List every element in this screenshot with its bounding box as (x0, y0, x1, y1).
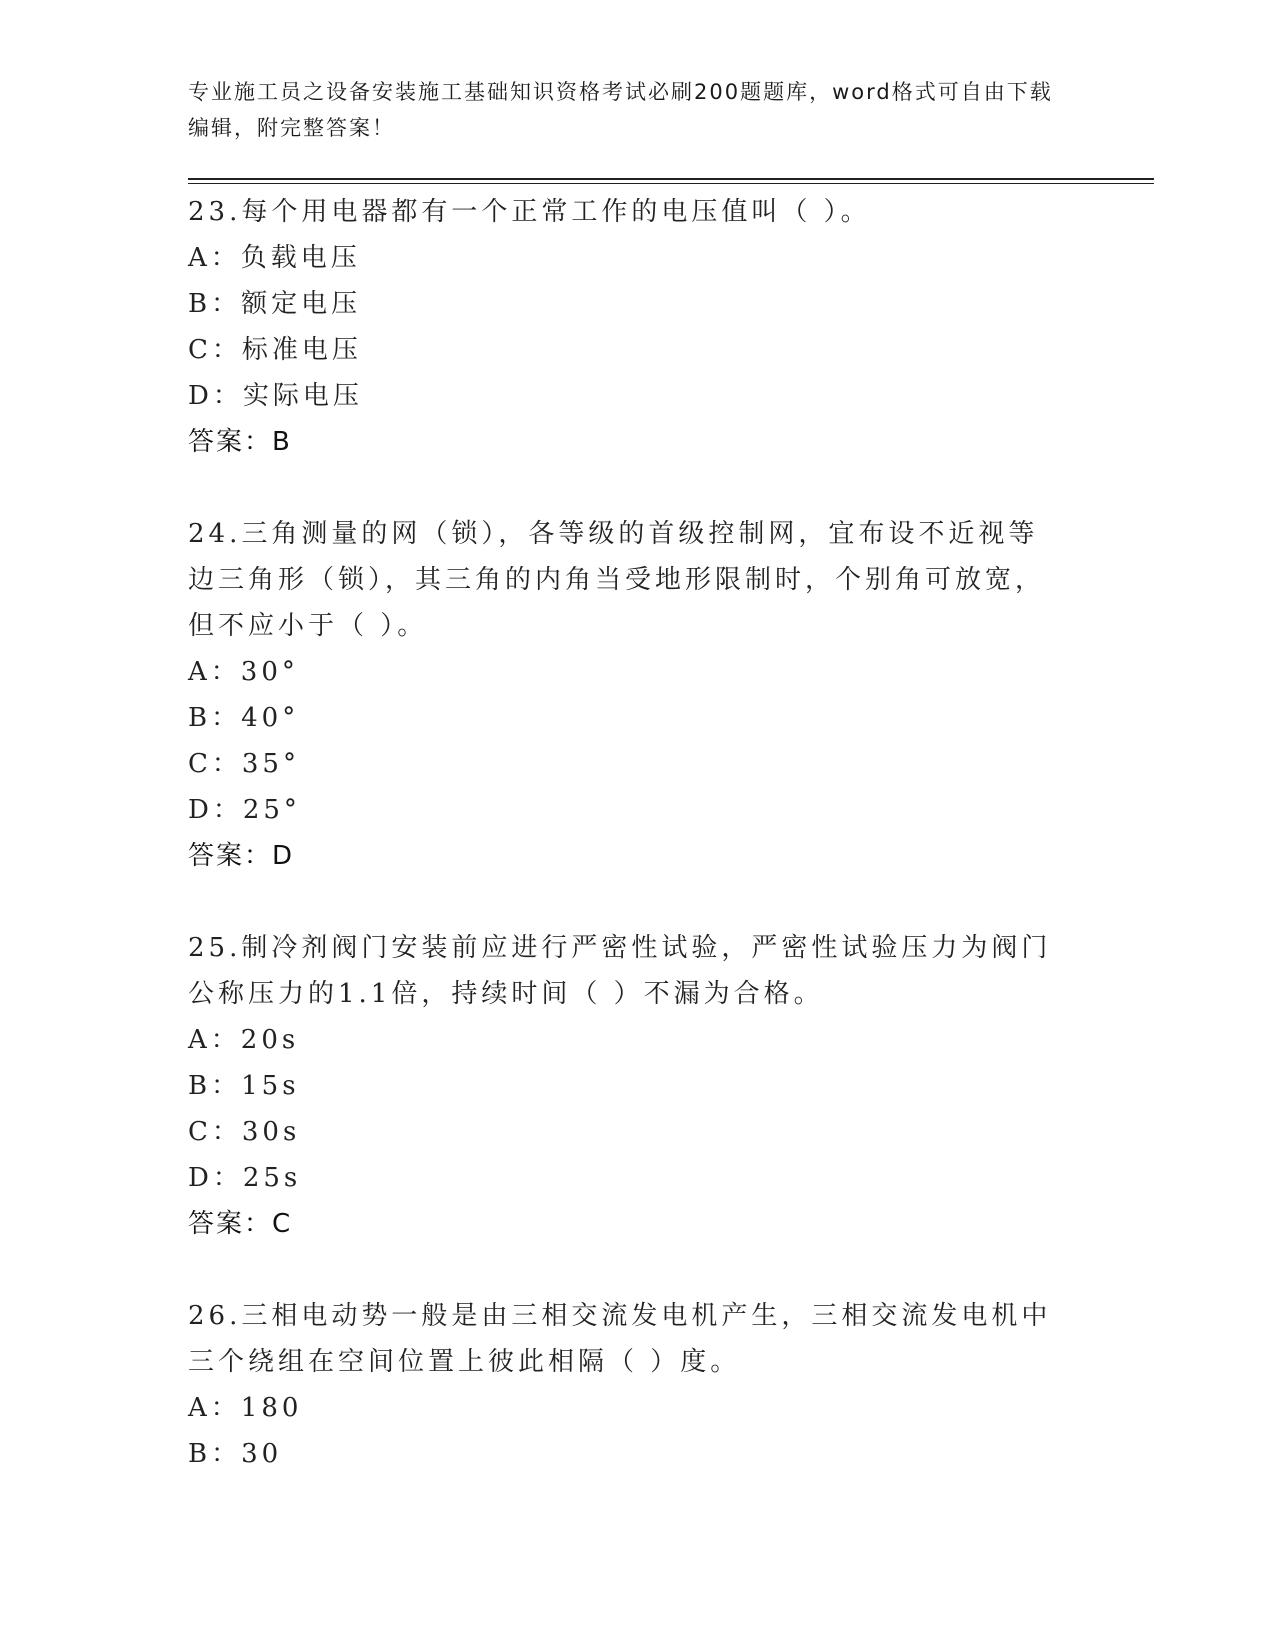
option-a: A：20s (188, 1025, 300, 1055)
question-text: 25.制冷剂阀门安装前应进行严密性试验，严密性试验压力为阀门公称压力的1.1倍，持续时间（ ）不漏为合格。 (188, 933, 1052, 1009)
question-text: 24.三角测量的网（锁），各等级的首级控制网，宜布设不近视等边三角形（锁），其三角的内角当受地形限制时，个别角可放宽，但不应小于（ ）。 (188, 519, 1046, 641)
question-23 (188, 189, 1088, 465)
option-c: C：标准电压 (188, 335, 362, 365)
option-b: B：40° (188, 703, 300, 733)
option-d: D：实际电压 (188, 381, 363, 411)
option-c: C：35° (188, 749, 300, 779)
header-divider-thick (188, 178, 1154, 180)
answer: 答案：B (188, 427, 292, 457)
document-header (188, 74, 1068, 146)
option-a: A：180 (188, 1393, 303, 1423)
answer: 答案：C (188, 1209, 293, 1239)
question-text: 26.三相电动势一般是由三相交流发电机产生，三相交流发电机中三个绕组在空间位置上彼此相隔（ ）度。 (188, 1301, 1052, 1377)
header-divider-thin (188, 183, 1154, 184)
question-24 (188, 511, 1088, 879)
header-title: 专业施工员之设备安装施工基础知识资格考试必刷200题题库，word格式可自由下载编辑，附完整答案！ (188, 80, 1053, 140)
option-a: A：30° (188, 657, 299, 687)
option-d: D：25s (188, 1163, 302, 1193)
option-b: B：30 (188, 1439, 283, 1469)
question-25 (188, 925, 1088, 1247)
question-list (188, 189, 1088, 1477)
option-a: A：负载电压 (188, 243, 361, 273)
option-b: B：15s (188, 1071, 300, 1101)
option-c: C：30s (188, 1117, 301, 1147)
option-b: B：额定电压 (188, 289, 362, 319)
option-d: D：25° (188, 795, 301, 825)
question-text: 23.每个用电器都有一个正常工作的电压值叫（ ）。 (188, 197, 871, 227)
answer: 答案：D (188, 841, 295, 871)
question-26 (188, 1293, 1088, 1477)
